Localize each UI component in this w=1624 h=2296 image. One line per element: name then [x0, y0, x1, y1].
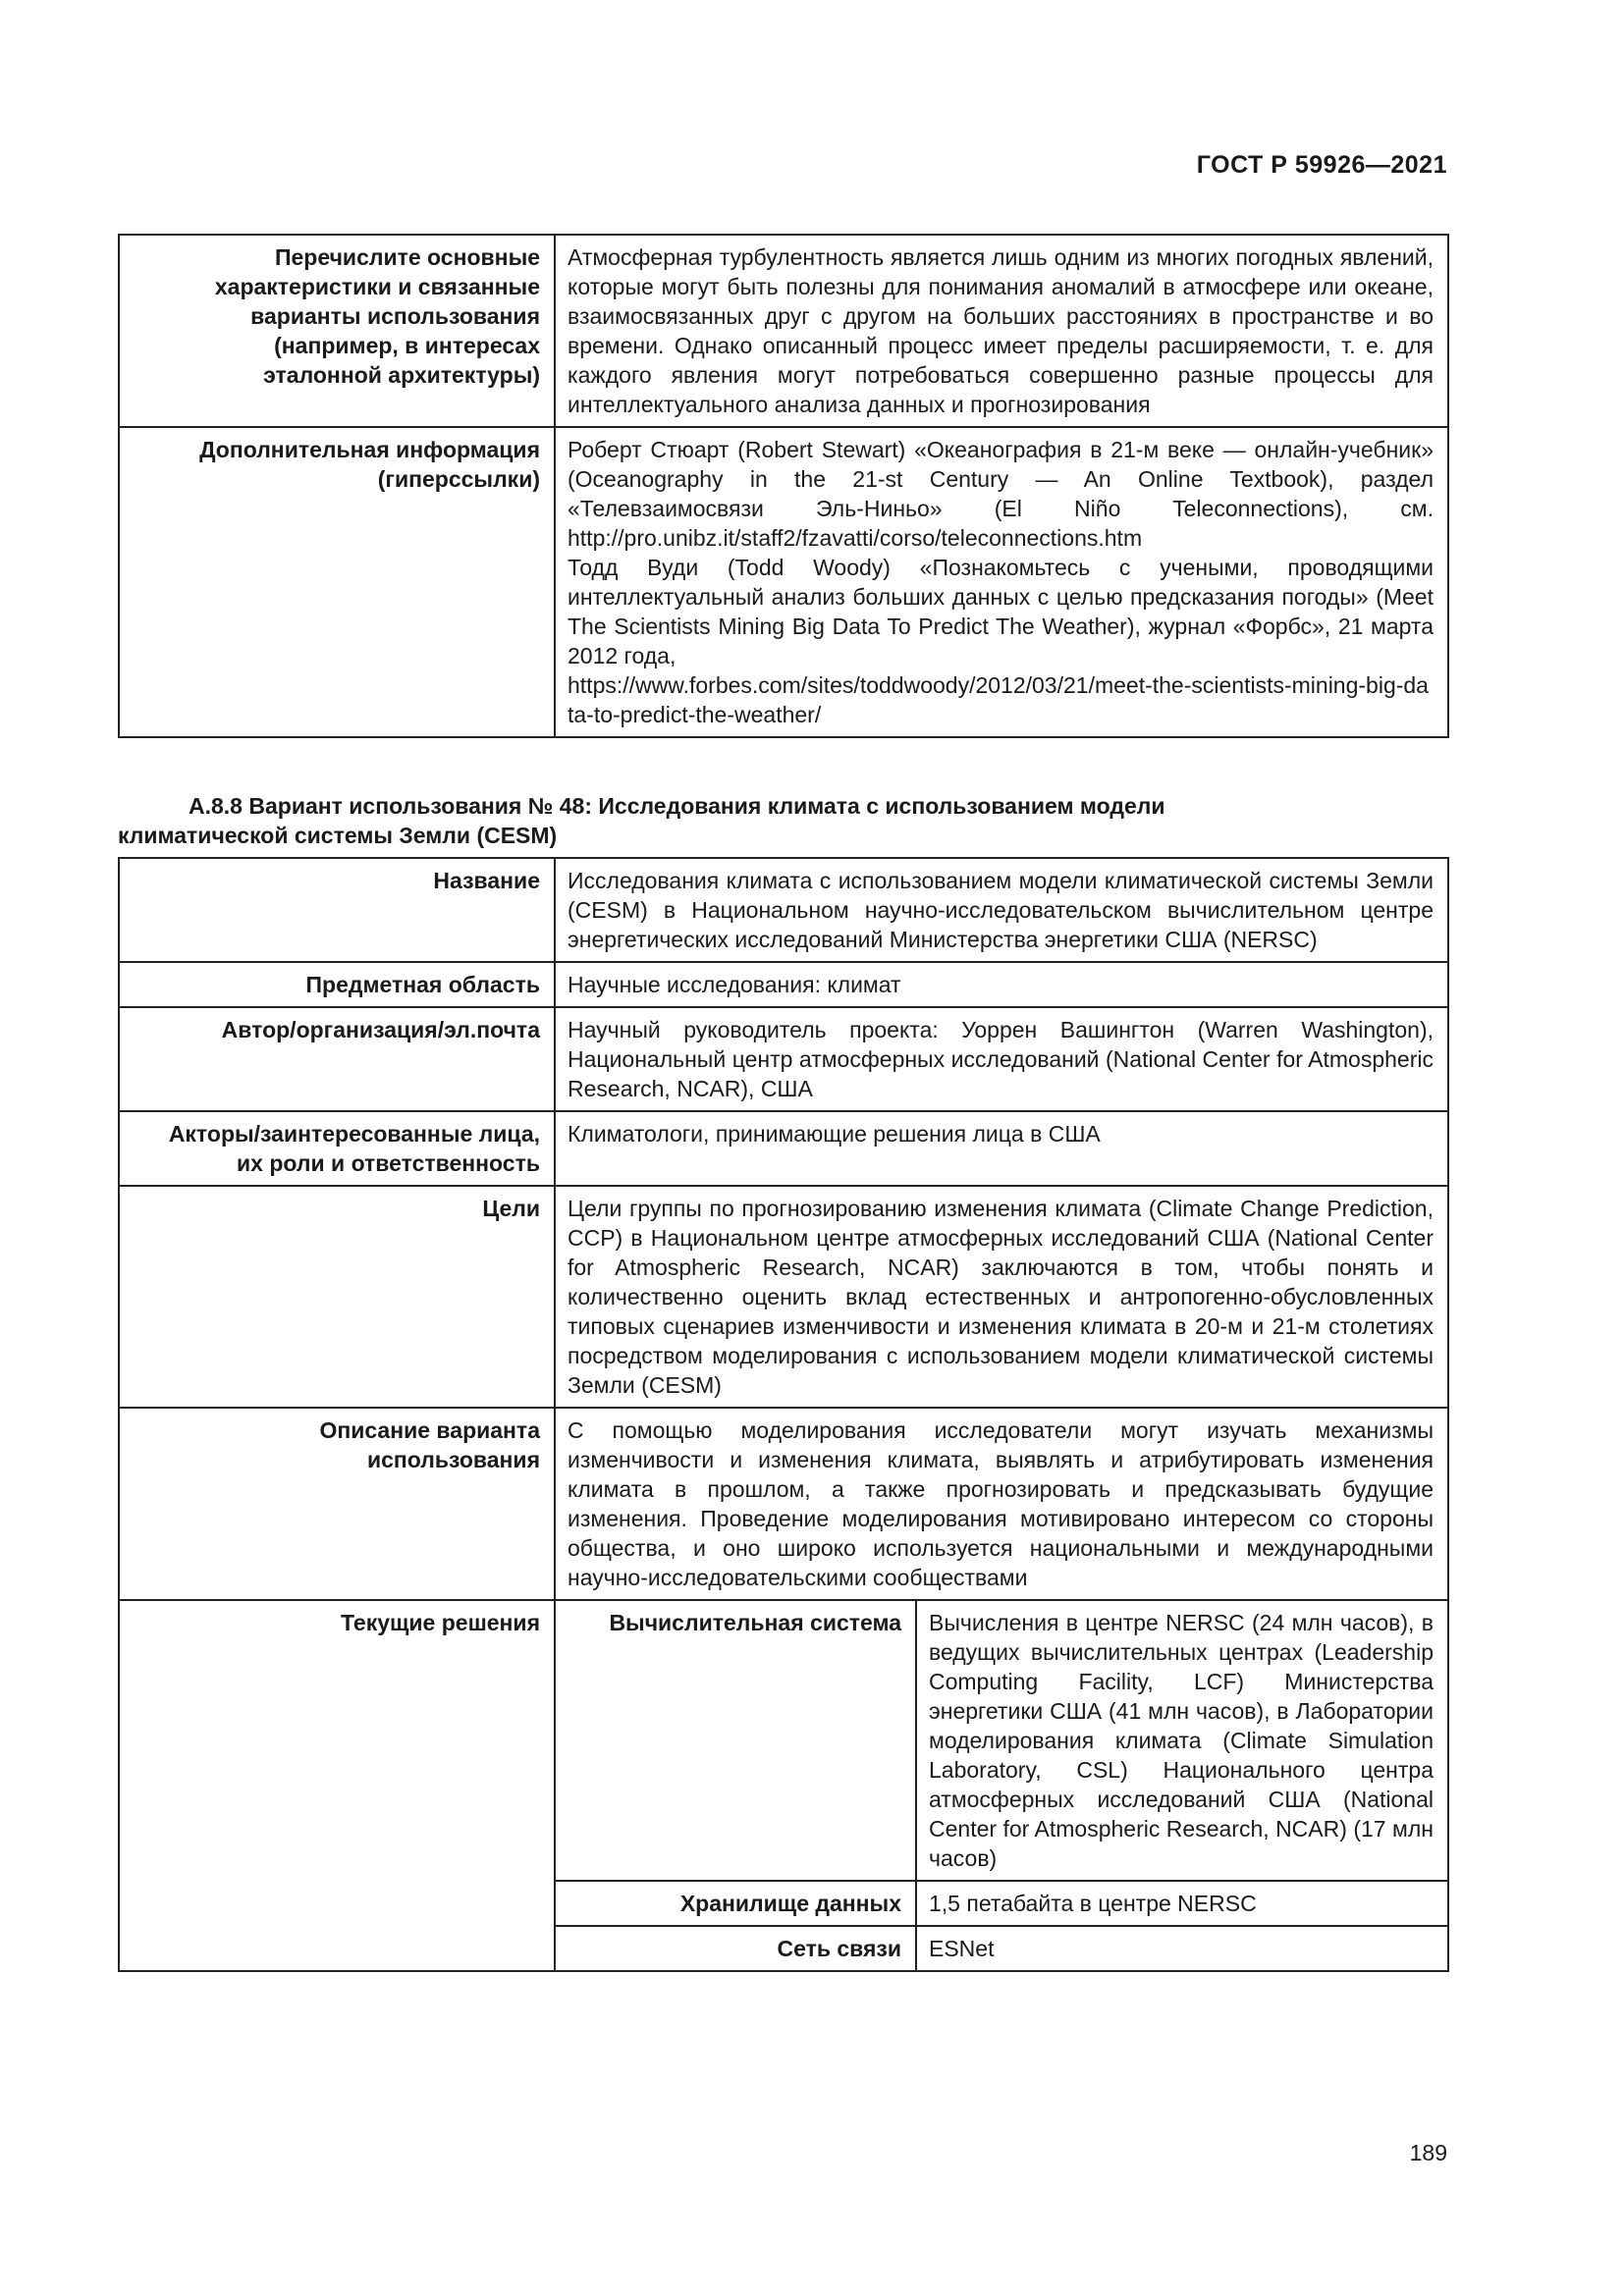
table-row	[119, 427, 1448, 737]
sub-label-compute: Вычислительная система	[555, 1600, 916, 1881]
row-value-name: Исследования климата с использованием модели климатической системы Земли (CESM) в Национальном научно-исследовательском вычислительном центре энергетических исследований Министерства энергетики США (NERSC)	[555, 858, 1448, 962]
use-case-table-continued	[118, 234, 1449, 738]
row-label-current-solutions: Текущие решения	[119, 1600, 555, 1971]
sub-value-network: ESNet	[916, 1926, 1448, 1971]
sub-value-compute: Вычисления в центре NERSC (24 млн часов), в ведущих вычислительных центрах (Leadership Computing Facility, LCF) Министерства энергетики США (41 млн часов), в Лаборатории моделирования климата (Climate Simulation Laboratory, CSL) Национального центра атмосферных исследований США (National Center for Atmospheric Research, NCAR) (17 млн часов)	[916, 1600, 1448, 1881]
row-value-additional-info	[555, 427, 1448, 737]
row-value-domain: Научные исследования: климат	[555, 962, 1448, 1007]
row-label-characteristics: Перечислите основные характеристики и связанные варианты использования (например, в интересах эталонной архитектуры)	[119, 235, 555, 427]
sub-label-storage: Хранилище данных	[555, 1881, 916, 1926]
table-row	[119, 1111, 1448, 1186]
section-heading: А.8.8 Вариант использования № 48: Исследования климата с использованием модели климатической системы Земли (CESM)	[118, 793, 1165, 848]
row-value-actors: Климатологи, принимающие решения лица в США	[555, 1111, 1448, 1186]
table-row	[119, 858, 1448, 962]
row-value-characteristics: Атмосферная турбулентность является лишь одним из многих погодных явлений, которые могут быть полезны для понимания аномалий в атмосфере или океане, взаимосвязанных друг с другом на больших расстояниях в пространстве и во времени. Однако описанный процесс имеет пределы расширяемости, т. е. для каждого явления могут потребоваться совершенно разные процессы для интеллектуального анализа данных и прогнозирования	[555, 235, 1448, 427]
reference-woody: Тодд Вуди (Todd Woody) «Познакомьтесь с учеными, проводящими интеллектуальный анализ больших данных с целью предсказания погоды» (Meet The Scientists Mining Big Data To Predict The Weather), журнал «Форбс», 21 марта 2012 года,	[568, 555, 1434, 668]
row-label-name: Название	[119, 858, 555, 962]
row-value-author: Научный руководитель проекта: Уоррен Вашингтон (Warren Washington), Национальный центр атмосферных исследований (National Center for Atmospheric Research, NCAR), США	[555, 1007, 1448, 1111]
table-row	[119, 1408, 1448, 1600]
use-case-48-table	[118, 857, 1449, 1972]
table-row	[119, 962, 1448, 1007]
table-row	[119, 235, 1448, 427]
row-label-actors: Акторы/заинтересованные лица, их роли и ответственность	[119, 1111, 555, 1186]
row-label-goals: Цели	[119, 1186, 555, 1408]
row-label-additional-info: Дополнительная информация (гиперссылки)	[119, 427, 555, 737]
page-number: 189	[1409, 2140, 1447, 2165]
row-value-goals: Цели группы по прогнозированию изменения климата (Climate Change Prediction, CCP) в Национальном центре атмосферных исследований США (National Center for Atmospheric Research, NCAR) заключаются в том, чтобы понять и количественно оценить вклад естественных и антропогенно-обусловленных типовых сценариев изменчивости и изменения климата в 20-м и 21-м столетиях посредством моделирования с использованием модели климатической системы Земли (CESM)	[555, 1186, 1448, 1408]
sub-value-storage: 1,5 петабайта в центре NERSC	[916, 1881, 1448, 1926]
row-label-author: Автор/организация/эл.почта	[119, 1007, 555, 1111]
table-row	[119, 1186, 1448, 1408]
standard-header: ГОСТ Р 59926—2021	[1196, 151, 1447, 179]
table-row	[119, 1600, 1448, 1881]
row-value-description: С помощью моделирования исследователи могут изучать механизмы изменчивости и изменения климата, выявлять и атрибутировать изменения климата в прошлом, а также прогнозировать и предсказывать будущие изменения. Проведение моделирования мотивировано интересом со стороны общества, и оно широко используется национальными и международными научно-исследовательскими сообществами	[555, 1408, 1448, 1600]
row-label-description: Описание варианта использования	[119, 1408, 555, 1600]
table-row	[119, 1007, 1448, 1111]
reference-stewart: Роберт Стюарт (Robert Stewart) «Океанография в 21-м веке — онлайн-учебник» (Oceanography in the 21-st Century — An Online Textbook), раздел «Телевзаимосвязи Эль-Ниньо» (El Niño Teleconnections), см. http://pro.unibz.it/staff2/fzavatti/corso/teleconnections.htm	[568, 437, 1434, 551]
reference-forbes-url: https://www.forbes.com/sites/toddwoody/2012/03/21/meet-the-scientists-mining-big-data-to-predict-the-weather/	[568, 672, 1429, 727]
row-label-domain: Предметная область	[119, 962, 555, 1007]
sub-label-network: Сеть связи	[555, 1926, 916, 1971]
